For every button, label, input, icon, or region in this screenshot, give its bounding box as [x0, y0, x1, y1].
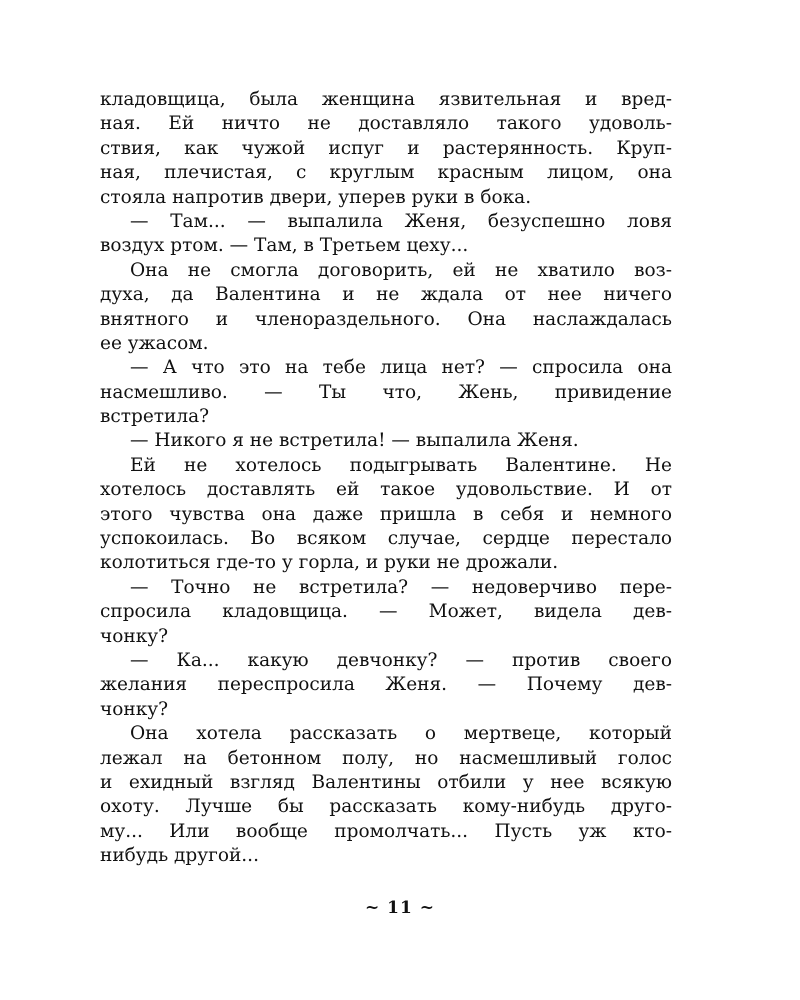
- text-line: — Ка... какую девчонку? — против своего: [130, 649, 672, 671]
- text-line: нибудь другой...: [100, 845, 259, 867]
- text-line: — Точно не встретила? — недоверчиво пере-: [130, 576, 672, 598]
- text-line: — Там... — выпалила Женя, безуспешно ловя: [130, 210, 672, 232]
- text-line: и ехидный взгляд Валентины отбили у нее всякую: [100, 771, 672, 793]
- text-line: этого чувства она даже пришла в себя и немного: [100, 503, 672, 525]
- text-line: Она хотела рассказать о мертвеце, который: [130, 723, 672, 745]
- text-line: успокоилась. Во всяком случае, сердце перестало: [100, 528, 672, 550]
- text-line: — А что это на тебе лица нет? — спросила она: [130, 357, 672, 379]
- text-line: встретила?: [100, 406, 210, 428]
- text-line: колотиться где-то у горла, и руки не дрожали.: [100, 552, 559, 574]
- text-line: Ей не хотелось подыгрывать Валентине. Не: [130, 454, 672, 476]
- page-number: ~ 11 ~: [365, 898, 435, 918]
- text-line: воздух ртом. — Там, в Третьем цеху...: [100, 235, 469, 257]
- text-line: му... Или вообще промолчать... Пусть уж кто-: [100, 820, 672, 842]
- text-line: хотелось доставлять ей такое удовольствие. И от: [100, 479, 672, 501]
- text-line: стояла напротив двери, уперев руки в бока.: [100, 186, 532, 208]
- text-line: желания переспросила Женя. — Почему дев-: [100, 674, 672, 696]
- text-line: — Никого я не встретила! — выпалила Женя.: [130, 430, 579, 452]
- text-line: лежал на бетонном полу, но насмешливый голос: [100, 747, 672, 769]
- text-line: ная. Ей ничто не доставляло такого удоволь-: [100, 113, 672, 135]
- text-line: насмешливо. — Ты что, Жень, привидение: [100, 381, 672, 403]
- text-line: ствия, как чужой испуг и растерянность. Круп-: [100, 137, 672, 159]
- text-line: чонку?: [100, 625, 169, 647]
- text-line: внятного и членораздельного. Она наслаждалась: [100, 308, 672, 330]
- page-text: [100, 88, 672, 869]
- text-line: охоту. Лучше бы рассказать кому-нибудь друго-: [100, 796, 672, 818]
- text-line: Она не смогла договорить, ей не хватило воз-: [130, 259, 672, 281]
- text-line: спросила кладовщица. — Может, видела дев-: [100, 601, 672, 623]
- text-line: кладовщица, была женщина язвительная и вред-: [100, 89, 672, 110]
- text-line: ее ужасом.: [100, 332, 209, 354]
- text-line: духа, да Валентина и не ждала от нее ничего: [100, 284, 672, 306]
- text-line: ная, плечистая, с круглым красным лицом, она: [100, 162, 672, 184]
- text-line: чонку?: [100, 698, 169, 720]
